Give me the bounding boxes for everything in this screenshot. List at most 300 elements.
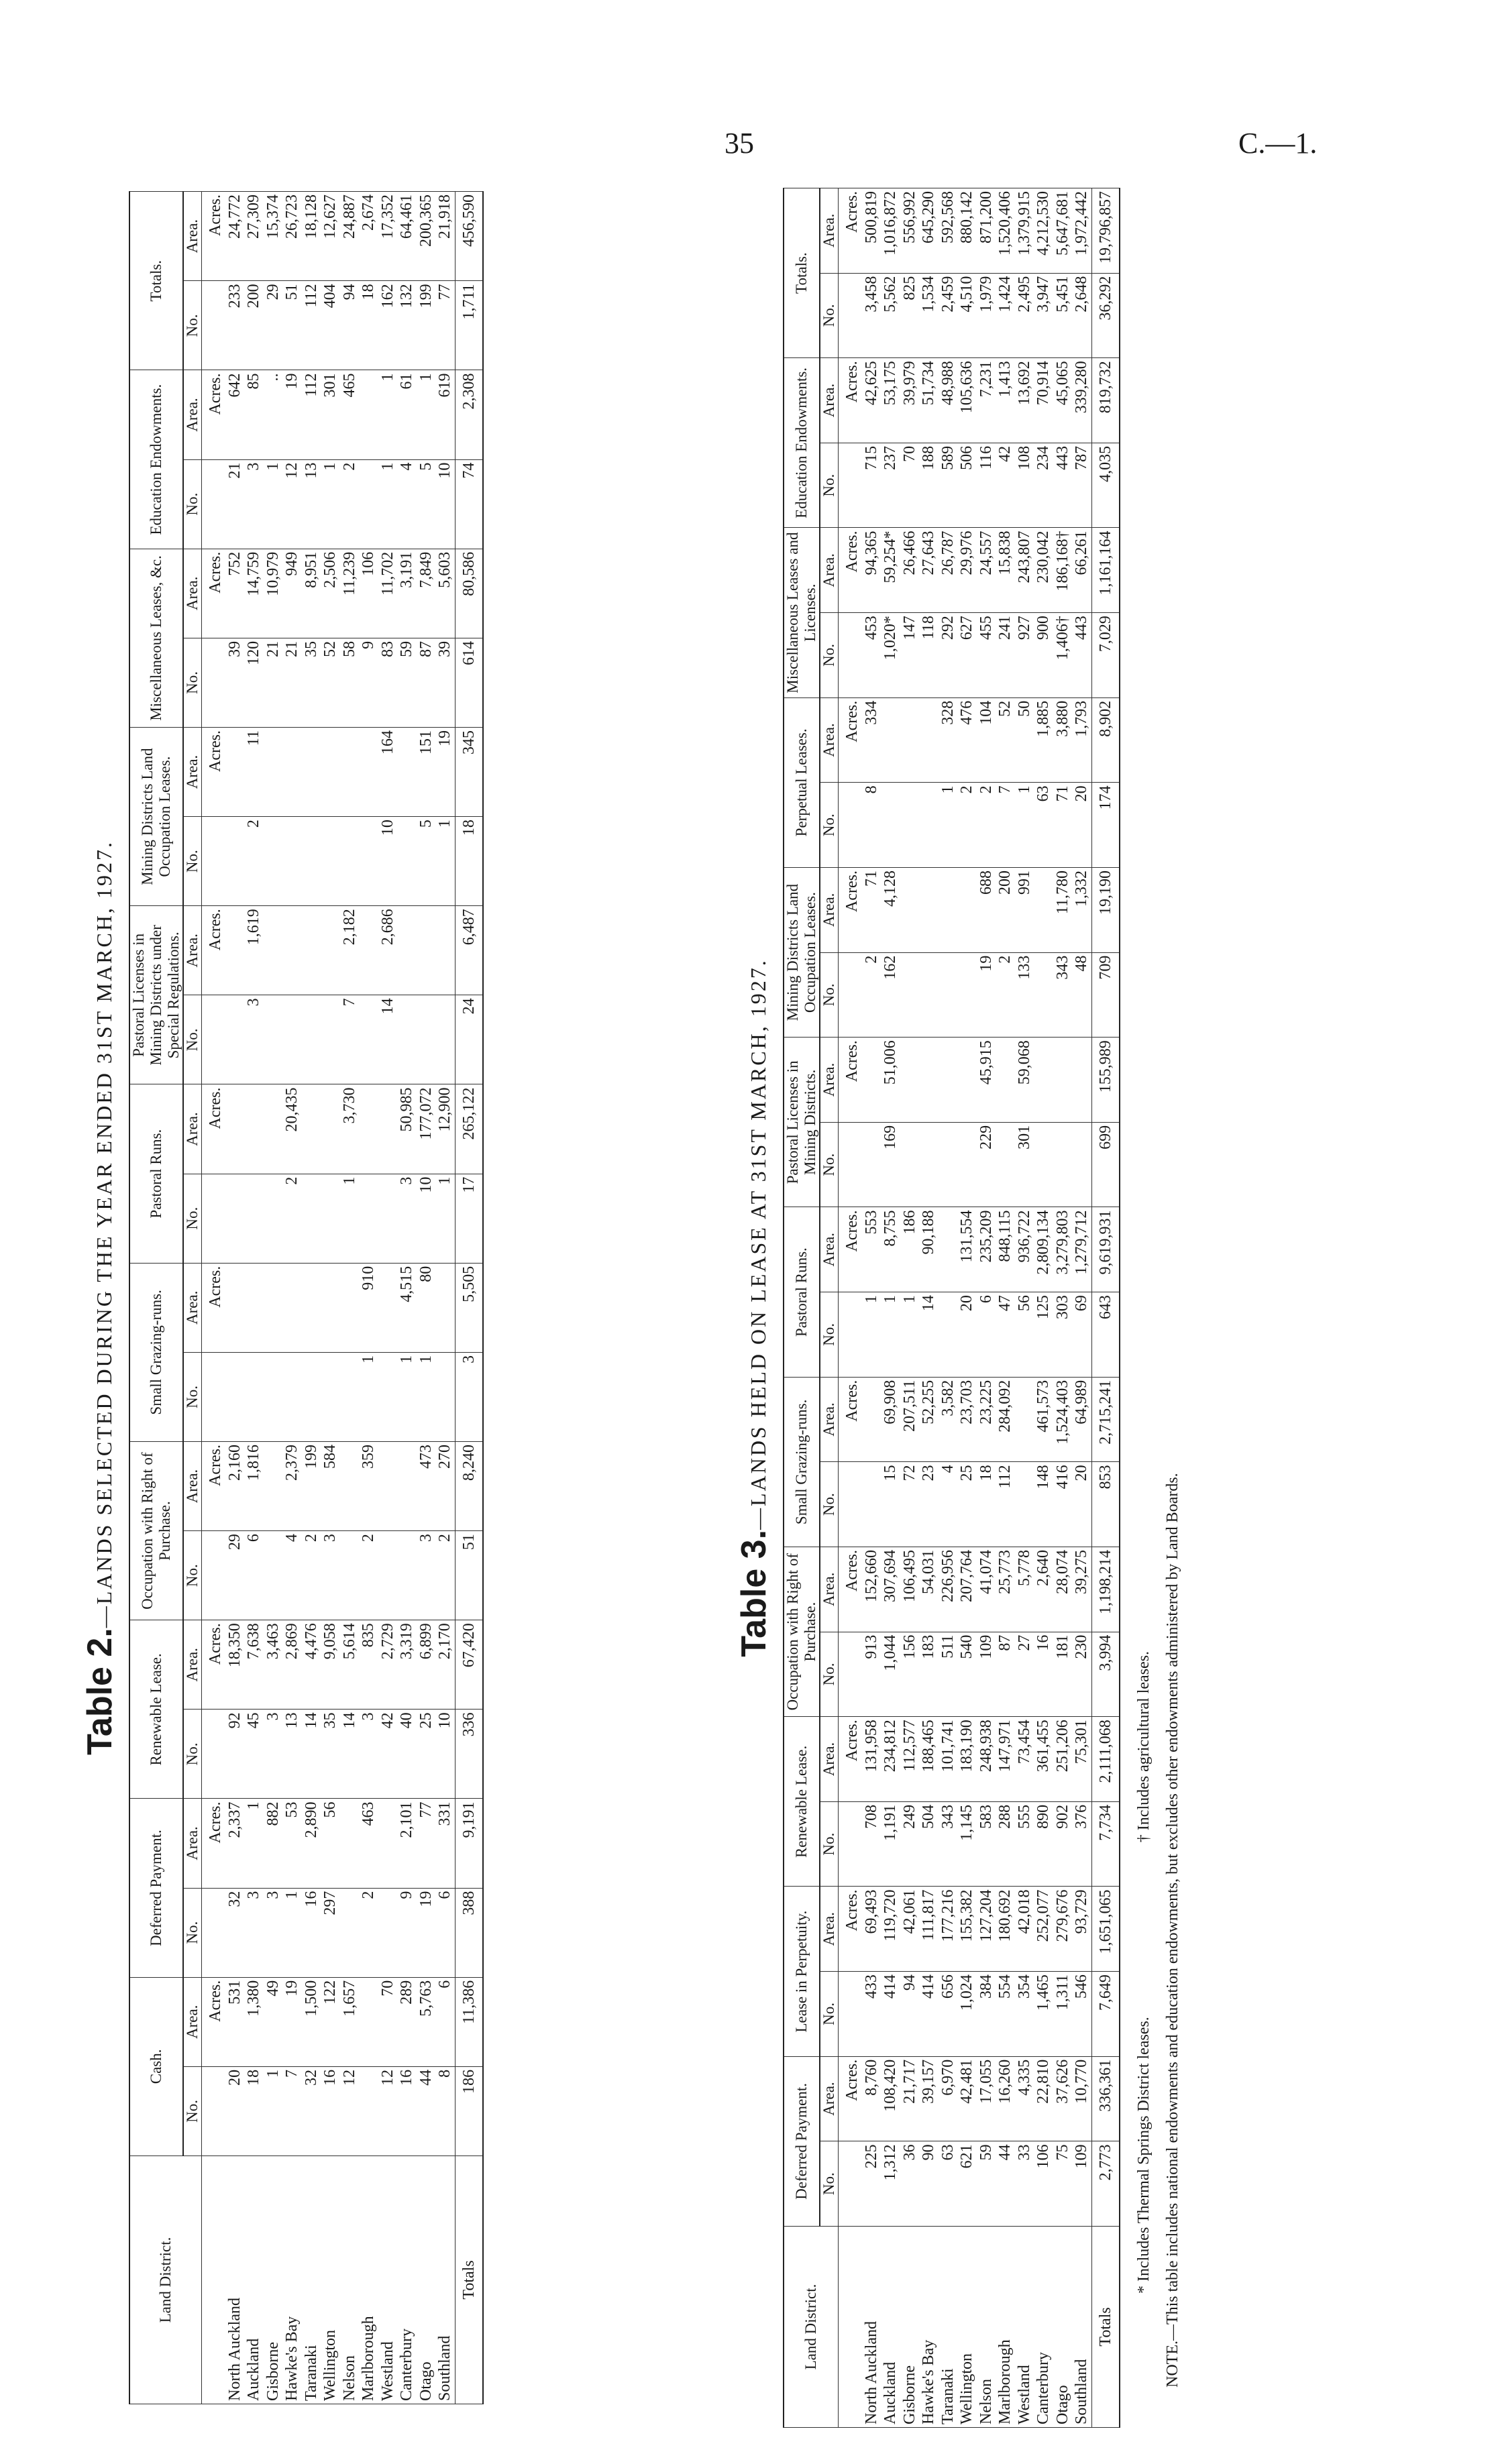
- table-row: [321, 192, 340, 2404]
- count-cell: 2: [244, 817, 264, 906]
- area-cell: 90,188: [919, 1207, 939, 1292]
- count-cell: 3: [397, 1174, 417, 1263]
- district-name: Wellington: [957, 2227, 977, 2428]
- area-cell: 2,674: [359, 192, 378, 281]
- units-label: Acres.: [202, 1263, 225, 1352]
- count-cell: 1: [282, 1888, 302, 1977]
- area-cell: [900, 1038, 920, 1123]
- area-header: Area.: [820, 1717, 839, 1802]
- area-cell: 476: [957, 697, 977, 783]
- land-district-header: Land District.: [129, 2156, 202, 2404]
- units-spacer: [202, 2066, 225, 2155]
- count-cell: [862, 1462, 881, 1547]
- count-cell: [957, 952, 977, 1038]
- units-label: Acres.: [202, 906, 225, 995]
- area-header: Area.: [820, 188, 839, 274]
- count-cell: 15: [881, 1462, 900, 1547]
- area-cell: [957, 1038, 977, 1123]
- table-2-title: —LANDS SELECTED DURING THE YEAR ENDED 31ST MARCH, 1927.: [92, 840, 116, 1628]
- area-cell: 619: [435, 370, 455, 459]
- units-spacer: [839, 1972, 862, 2057]
- area-cell: 936,722: [1015, 1207, 1034, 1292]
- area-cell: 188,465: [919, 1717, 939, 1802]
- area-cell: 42,481: [957, 2056, 977, 2141]
- area-cell: 52: [996, 697, 1015, 783]
- area-cell: [321, 906, 340, 995]
- area-cell: 1,380: [244, 1977, 264, 2066]
- area-cell: 688: [977, 868, 996, 953]
- units-label: Acres.: [839, 1377, 862, 1462]
- units-label: Acres.: [202, 1799, 225, 1888]
- column-group-header: Small Grazing-runs.: [129, 1263, 183, 1441]
- total-count-cell: 174: [1091, 783, 1120, 868]
- count-cell: 199: [417, 281, 436, 370]
- area-cell: 645,290: [919, 188, 939, 274]
- count-cell: 69: [1072, 1292, 1091, 1378]
- area-cell: 991: [1015, 868, 1034, 953]
- count-cell: 1: [435, 1174, 455, 1263]
- count-cell: 234: [1034, 443, 1053, 528]
- units-label: Acres.: [202, 1620, 225, 1710]
- area-cell: 307,694: [881, 1547, 900, 1632]
- total-count-cell: 186: [455, 2066, 483, 2155]
- area-cell: 7,849: [417, 549, 436, 638]
- column-group-header: Cash.: [129, 1977, 183, 2155]
- no-header: No.: [183, 1352, 202, 1441]
- area-cell: [225, 1263, 245, 1352]
- count-cell: 7: [996, 783, 1015, 868]
- area-header: Area.: [183, 906, 202, 995]
- area-cell: 12,900: [435, 1084, 455, 1174]
- area-cell: 1,016,872: [881, 188, 900, 274]
- count-cell: 249: [900, 1801, 920, 1887]
- count-cell: 25: [957, 1462, 977, 1547]
- area-header: Area.: [183, 549, 202, 638]
- count-cell: 112: [996, 1462, 1015, 1547]
- area-cell: [302, 1084, 321, 1174]
- column-group-header: Small Grazing-runs.: [784, 1377, 820, 1547]
- area-cell: 6,899: [417, 1620, 436, 1710]
- column-group-header: Renewable Lease.: [129, 1620, 183, 1799]
- count-cell: [378, 1531, 398, 1620]
- count-cell: 297: [321, 1888, 340, 1977]
- area-cell: 461,573: [1034, 1377, 1053, 1462]
- area-cell: 64,989: [1072, 1377, 1091, 1462]
- count-cell: 913: [862, 1632, 881, 1717]
- count-cell: 162: [881, 952, 900, 1038]
- area-cell: [919, 1038, 939, 1123]
- area-cell: [435, 1263, 455, 1352]
- count-cell: 148: [1034, 1462, 1053, 1547]
- table-3-block: [735, 188, 1405, 2428]
- count-cell: [397, 817, 417, 906]
- total-count-cell: 643: [1091, 1292, 1120, 1378]
- area-cell: 11,702: [378, 549, 398, 638]
- count-cell: [282, 1352, 302, 1441]
- area-cell: [435, 906, 455, 995]
- area-cell: 14,759: [244, 549, 264, 638]
- count-cell: 1,424: [996, 273, 1015, 358]
- area-cell: 24,772: [225, 192, 245, 281]
- count-cell: 303: [1053, 1292, 1073, 1378]
- area-cell: 3,730: [340, 1084, 360, 1174]
- area-cell: 147,971: [996, 1717, 1015, 1802]
- area-cell: 61: [397, 370, 417, 459]
- total-count-cell: 51: [455, 1531, 483, 1620]
- area-cell: [919, 697, 939, 783]
- area-cell: 339,280: [1072, 358, 1091, 443]
- count-cell: 1,534: [919, 273, 939, 358]
- count-cell: 87: [417, 638, 436, 727]
- units-spacer: [839, 1122, 862, 1207]
- area-cell: 19: [435, 728, 455, 817]
- count-cell: 14: [302, 1710, 321, 1799]
- units-spacer: [839, 613, 862, 698]
- count-cell: [302, 817, 321, 906]
- units-spacer: [839, 2141, 862, 2227]
- count-cell: [900, 952, 920, 1038]
- table-2-number: Table 2.: [81, 1628, 119, 1755]
- total-count-cell: 7,029: [1091, 613, 1120, 698]
- table-3-note: NOTE.—This table includes national endowments and education endowments, but excludes other endowments administered by Land Boards.: [1164, 1473, 1181, 2388]
- count-cell: [919, 952, 939, 1038]
- area-cell: 230,042: [1034, 528, 1053, 613]
- units-label: Acres.: [202, 1442, 225, 1531]
- area-cell: 106: [359, 549, 378, 638]
- area-cell: 8,755: [881, 1207, 900, 1292]
- area-cell: 1,793: [1072, 697, 1091, 783]
- district-name: Westland: [1015, 2227, 1034, 2428]
- count-cell: [862, 1122, 881, 1207]
- count-cell: 4,510: [957, 273, 977, 358]
- total-area-cell: 2,308: [455, 370, 483, 459]
- area-cell: 11,780: [1053, 868, 1073, 953]
- count-cell: [225, 995, 245, 1084]
- area-cell: 19: [282, 1977, 302, 2066]
- table-row: [264, 192, 283, 2404]
- count-cell: 14: [378, 995, 398, 1084]
- units-label: Acres.: [839, 1207, 862, 1292]
- area-cell: 910: [359, 1263, 378, 1352]
- area-cell: 155,382: [957, 1887, 977, 1972]
- area-cell: 111,817: [919, 1887, 939, 1972]
- units-label: Acres.: [839, 358, 862, 443]
- area-cell: 45,915: [977, 1038, 996, 1123]
- count-cell: [1053, 1122, 1073, 1207]
- area-header: Area.: [820, 528, 839, 613]
- no-header: No.: [820, 783, 839, 868]
- count-cell: [321, 995, 340, 1084]
- count-cell: 77: [435, 281, 455, 370]
- area-cell: 284,092: [996, 1377, 1015, 1462]
- count-cell: 75: [1053, 2141, 1073, 2227]
- area-cell: 3,463: [264, 1620, 283, 1710]
- area-cell: 59,254*: [881, 528, 900, 613]
- count-cell: 4: [282, 1531, 302, 1620]
- count-cell: 10: [435, 459, 455, 549]
- column-group-header: Education Endowments.: [129, 370, 183, 549]
- area-cell: [862, 1038, 881, 1123]
- count-cell: 19: [417, 1888, 436, 1977]
- area-header: Area.: [183, 192, 202, 281]
- count-cell: [378, 1174, 398, 1263]
- area-cell: [321, 1263, 340, 1352]
- area-cell: 151: [417, 728, 436, 817]
- area-cell: 2,101: [397, 1799, 417, 1888]
- area-cell: ..: [264, 370, 283, 459]
- column-group-header: Pastoral Runs.: [784, 1207, 820, 1377]
- area-cell: [939, 1038, 958, 1123]
- area-cell: 93,729: [1072, 1887, 1091, 1972]
- area-cell: 1: [378, 370, 398, 459]
- count-cell: [302, 1174, 321, 1263]
- total-count-cell: 4,035: [1091, 443, 1120, 528]
- total-area-cell: 11,386: [455, 1977, 483, 2066]
- area-cell: 24,557: [977, 528, 996, 613]
- area-cell: 1,972,442: [1072, 188, 1091, 274]
- area-cell: [225, 906, 245, 995]
- count-cell: 27: [1015, 1632, 1034, 1717]
- count-cell: 4: [939, 1462, 958, 1547]
- area-cell: 234,812: [881, 1717, 900, 1802]
- count-cell: 13: [282, 1710, 302, 1799]
- count-cell: 29: [225, 1531, 245, 1620]
- count-cell: [1034, 952, 1053, 1038]
- count-cell: 39: [225, 638, 245, 727]
- area-cell: 101,741: [939, 1717, 958, 1802]
- table-2-caption: [81, 191, 119, 2404]
- total-area-cell: 2,715,241: [1091, 1377, 1120, 1462]
- area-cell: [264, 1442, 283, 1531]
- area-header: Area.: [820, 1038, 839, 1123]
- area-cell: [282, 1263, 302, 1352]
- area-cell: 112,577: [900, 1717, 920, 1802]
- area-cell: [244, 1084, 264, 1174]
- totals-row: [455, 192, 483, 2404]
- area-cell: 5,603: [435, 549, 455, 638]
- count-cell: [900, 1122, 920, 1207]
- count-cell: 443: [1072, 613, 1091, 698]
- area-cell: 226,956: [939, 1547, 958, 1632]
- area-header: Area.: [183, 1084, 202, 1174]
- area-cell: 177,216: [939, 1887, 958, 1972]
- district-name: Taranaki: [302, 2156, 321, 2404]
- area-cell: [244, 1263, 264, 1352]
- count-cell: [435, 1352, 455, 1441]
- count-cell: 83: [378, 638, 398, 727]
- count-cell: 18: [359, 281, 378, 370]
- count-cell: 2: [957, 783, 977, 868]
- count-cell: 90: [919, 2141, 939, 2227]
- count-cell: 21: [282, 638, 302, 727]
- area-cell: 4,515: [397, 1263, 417, 1352]
- area-cell: 186: [900, 1207, 920, 1292]
- area-cell: [264, 906, 283, 995]
- district-name: Canterbury: [397, 2156, 417, 2404]
- units-label: Acres.: [202, 1977, 225, 2066]
- table-row: [282, 192, 302, 2404]
- area-cell: 26,466: [900, 528, 920, 613]
- area-cell: 328: [939, 697, 958, 783]
- area-cell: 183,190: [957, 1717, 977, 1802]
- count-cell: 87: [996, 1632, 1015, 1717]
- table-row: [302, 192, 321, 2404]
- area-cell: 41,074: [977, 1547, 996, 1632]
- table-row: [919, 188, 939, 2428]
- count-cell: 106: [1034, 2141, 1053, 2227]
- count-cell: [282, 995, 302, 1084]
- area-cell: [1015, 1377, 1034, 1462]
- count-cell: 453: [862, 613, 881, 698]
- district-name: Marlborough: [359, 2156, 378, 2404]
- area-cell: [939, 868, 958, 953]
- count-cell: 1,145: [957, 1801, 977, 1887]
- area-cell: 119,720: [881, 1887, 900, 1972]
- area-cell: 1,657: [340, 1977, 360, 2066]
- area-cell: 75,301: [1072, 1717, 1091, 1802]
- count-cell: 13: [302, 459, 321, 549]
- count-cell: 56: [1015, 1292, 1034, 1378]
- area-cell: [359, 728, 378, 817]
- count-cell: 8: [435, 2066, 455, 2155]
- totals-label: Totals: [455, 2156, 483, 2404]
- total-count-cell: 3: [455, 1352, 483, 1441]
- area-cell: 85: [244, 370, 264, 459]
- area-cell: [378, 1799, 398, 1888]
- count-cell: 71: [1053, 783, 1073, 868]
- total-count-cell: 1,711: [455, 281, 483, 370]
- count-cell: 40: [397, 1710, 417, 1799]
- table-row: [957, 188, 977, 2428]
- area-cell: 1,816: [244, 1442, 264, 1531]
- area-cell: 71: [862, 868, 881, 953]
- area-cell: 11: [244, 728, 264, 817]
- count-cell: 1,044: [881, 1632, 900, 1717]
- table-3: [783, 188, 1120, 2428]
- area-cell: 70,914: [1034, 358, 1053, 443]
- count-cell: 147: [900, 613, 920, 698]
- area-cell: 4,476: [302, 1620, 321, 1710]
- units-spacer: [202, 1352, 225, 1441]
- count-cell: 3: [359, 1710, 378, 1799]
- table-row: [1015, 188, 1034, 2428]
- total-area-cell: 6,487: [455, 906, 483, 995]
- count-cell: 18: [977, 1462, 996, 1547]
- count-cell: 6: [435, 1888, 455, 1977]
- count-cell: 343: [939, 1801, 958, 1887]
- area-cell: 94,365: [862, 528, 881, 613]
- area-cell: [1034, 1038, 1053, 1123]
- area-cell: 56: [321, 1799, 340, 1888]
- count-cell: 118: [919, 613, 939, 698]
- count-cell: [321, 1352, 340, 1441]
- table-3-number: Table 3.: [735, 1529, 773, 1657]
- count-cell: [359, 459, 378, 549]
- area-cell: 59,068: [1015, 1038, 1034, 1123]
- count-cell: 7: [340, 995, 360, 1084]
- total-area-cell: 1,161,164: [1091, 528, 1120, 613]
- count-cell: [264, 817, 283, 906]
- count-cell: 3,458: [862, 273, 881, 358]
- area-cell: 642: [225, 370, 245, 459]
- column-group-header: Mining Districts Land Occupation Leases.: [129, 728, 183, 906]
- no-header: No.: [183, 2066, 202, 2155]
- table-row: [340, 192, 360, 2404]
- area-cell: 45,065: [1053, 358, 1073, 443]
- area-cell: 16,260: [996, 2056, 1015, 2141]
- count-cell: 116: [977, 443, 996, 528]
- count-cell: 2: [359, 1531, 378, 1620]
- district-name: Otago: [417, 2156, 436, 2404]
- count-cell: 384: [977, 1972, 996, 2057]
- total-area-cell: 9,191: [455, 1799, 483, 1888]
- district-name: Canterbury: [1034, 2227, 1053, 2428]
- totals-label: Totals: [1091, 2227, 1120, 2428]
- total-count-cell: 74: [455, 459, 483, 549]
- count-cell: [225, 817, 245, 906]
- area-cell: [225, 728, 245, 817]
- no-header: No.: [183, 817, 202, 906]
- area-header: Area.: [820, 1547, 839, 1632]
- count-cell: 2: [302, 1531, 321, 1620]
- units-label: Acres.: [839, 1547, 862, 1632]
- area-cell: 2,160: [225, 1442, 245, 1531]
- count-cell: 229: [977, 1122, 996, 1207]
- count-cell: 2: [282, 1174, 302, 1263]
- land-district-header: Land District.: [784, 2227, 839, 2428]
- area-header: Area.: [183, 1442, 202, 1531]
- total-area-cell: 1,198,214: [1091, 1547, 1120, 1632]
- count-cell: 20: [1072, 1462, 1091, 1547]
- area-cell: [881, 697, 900, 783]
- count-cell: 10: [417, 1174, 436, 1263]
- count-cell: 58: [340, 638, 360, 727]
- area-cell: [862, 1377, 881, 1462]
- count-cell: 455: [977, 613, 996, 698]
- count-cell: 900: [1034, 613, 1053, 698]
- count-cell: 156: [900, 1632, 920, 1717]
- area-cell: 200,365: [417, 192, 436, 281]
- count-cell: 42: [996, 443, 1015, 528]
- count-cell: 554: [996, 1972, 1015, 2057]
- count-cell: 10: [435, 1710, 455, 1799]
- total-area-cell: 456,590: [455, 192, 483, 281]
- count-cell: 3: [264, 1888, 283, 1977]
- area-cell: [378, 1442, 398, 1531]
- area-cell: [359, 1084, 378, 1174]
- area-cell: 207,764: [957, 1547, 977, 1632]
- count-cell: 237: [881, 443, 900, 528]
- count-cell: [264, 995, 283, 1084]
- area-cell: 4,335: [1015, 2056, 1034, 2141]
- area-cell: 2,640: [1034, 1547, 1053, 1632]
- units-spacer: [202, 817, 225, 906]
- area-cell: 465: [340, 370, 360, 459]
- area-cell: 177,072: [417, 1084, 436, 1174]
- table-row: [225, 192, 245, 2404]
- district-name: Auckland: [244, 2156, 264, 2404]
- area-cell: 1,520,406: [996, 188, 1015, 274]
- count-cell: 133: [1015, 952, 1034, 1038]
- column-group-header: Lease in Perpetuity.: [784, 1887, 820, 2056]
- area-cell: 1,279,712: [1072, 1207, 1091, 1292]
- count-cell: 301: [1015, 1122, 1034, 1207]
- total-count-cell: 709: [1091, 952, 1120, 1038]
- area-cell: 251,206: [1053, 1717, 1073, 1802]
- count-cell: 20: [957, 1292, 977, 1378]
- count-cell: 32: [302, 2066, 321, 2155]
- count-cell: 2: [996, 952, 1015, 1038]
